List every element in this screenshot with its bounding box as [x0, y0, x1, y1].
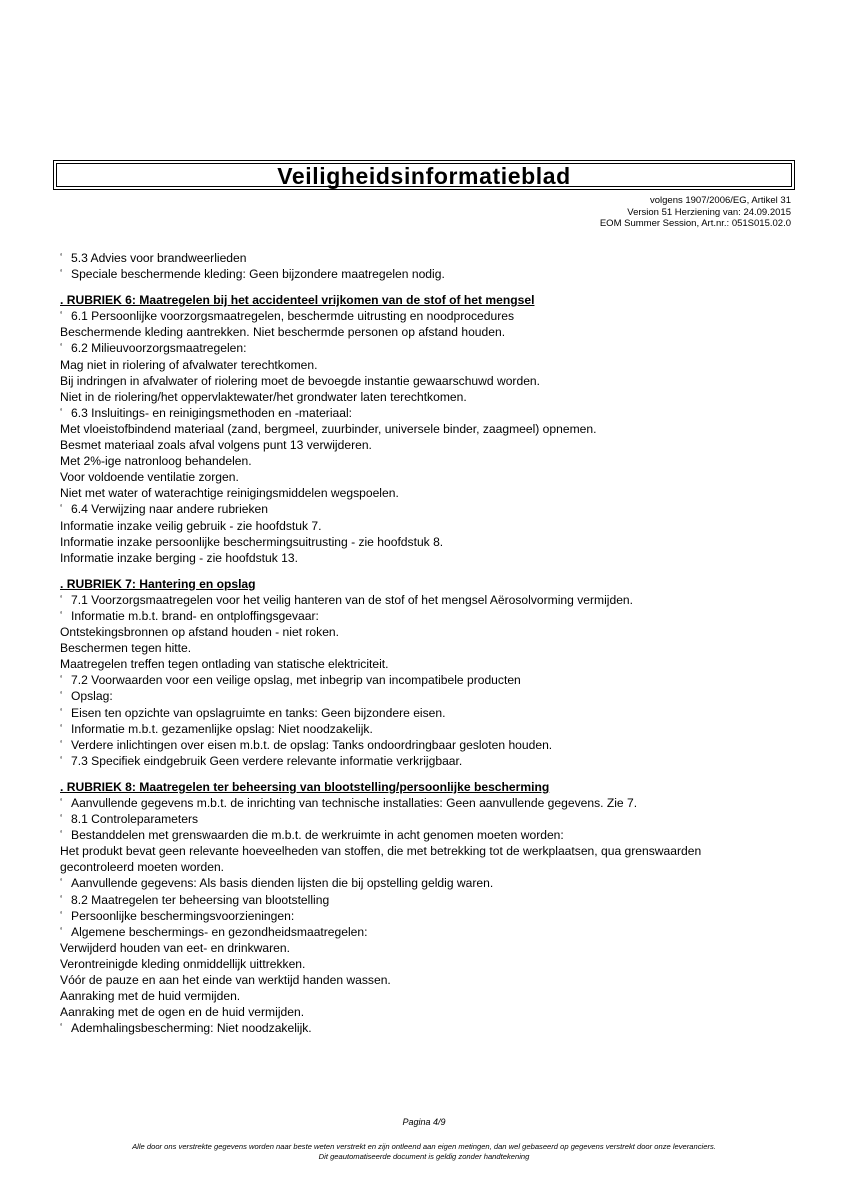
text-line	[60, 469, 800, 485]
text-line	[60, 940, 800, 956]
text-line	[60, 656, 800, 672]
regulation-reference: volgens 1907/2006/EG, Artikel 31	[649, 195, 791, 206]
bullet-tick: ‘	[60, 877, 63, 889]
text-line	[60, 640, 800, 656]
line-text: 8.2 Maatregelen ter beheersing van blootstelling	[71, 892, 330, 907]
text-line	[60, 405, 800, 421]
text-line	[60, 624, 800, 640]
section	[60, 250, 800, 282]
line-text: Ademhalingsbescherming: Niet noodzakelijk.	[71, 1021, 312, 1036]
line-text: Beschermende kleding aantrekken. Niet beschermde personen op afstand houden.	[60, 325, 506, 340]
line-text: Informatie inzake veilig gebruik - zie hoofdstuk 7.	[60, 518, 322, 533]
text-line	[60, 924, 800, 940]
bullet-tick: ‘	[60, 690, 63, 702]
text-line	[60, 875, 800, 891]
line-text: 6.3 Insluitings- en reinigingsmethoden en -materiaal:	[71, 405, 353, 420]
text-line	[60, 266, 800, 282]
section-heading: . RUBRIEK 8: Maatregelen ter beheersing van blootstelling/persoonlijke bescherming	[60, 779, 550, 794]
bullet-tick: ‘	[60, 593, 63, 605]
title-box	[53, 160, 795, 190]
text-line	[60, 534, 800, 550]
text-line	[60, 324, 800, 340]
document-meta	[600, 195, 791, 230]
line-text: Algemene beschermings- en gezondheidsmaatregelen:	[71, 924, 368, 939]
document-body	[60, 250, 800, 1036]
text-line	[60, 688, 800, 704]
line-text: Verwijderd houden van eet- en drinkwaren.	[60, 940, 290, 955]
version-info: Version 51 Herziening van: 24.09.2015	[627, 206, 791, 218]
line-text: Informatie m.b.t. brand- en ontploffingsgevaar:	[71, 608, 319, 623]
bullet-tick: ‘	[60, 893, 63, 905]
text-line	[60, 453, 800, 469]
bullet-tick: ‘	[60, 268, 63, 280]
line-text: 7.2 Voorwaarden voor een veilige opslag, met inbegrip van incompatibele producten	[71, 673, 521, 688]
text-line	[60, 485, 800, 501]
line-text: Vóór de pauze en aan het einde van werktijd handen wassen.	[60, 973, 391, 988]
text-line	[60, 859, 800, 875]
bullet-tick: ‘	[60, 706, 63, 718]
line-text: Het produkt bevat geen relevante hoeveelheden van stoffen, die met betrekking tot de werkplaatsen, qua grenswaarden	[60, 844, 702, 859]
bullet-tick: ‘	[60, 609, 63, 621]
text-line	[60, 373, 800, 389]
bullet-tick: ‘	[60, 1022, 63, 1034]
text-line	[60, 737, 800, 753]
line-text: Informatie m.b.t. gezamenlijke opslag: Niet noodzakelijk.	[71, 721, 373, 736]
text-line	[60, 357, 800, 373]
footer-disclaimer: Alle door ons verstrekte gegevens worden naar beste weten verstrekt en zijn ontleend aan eigen metingen, dan wel gebaseerd op gegevens verstrekt door onze leveranciers.	[132, 1142, 716, 1151]
line-text: Opslag:	[71, 689, 113, 704]
text-line	[60, 1004, 800, 1020]
text-line	[60, 389, 800, 405]
page-number: Pagina 4/9	[402, 1117, 446, 1127]
text-line	[60, 550, 800, 566]
bullet-tick: ‘	[60, 503, 63, 515]
section	[60, 576, 800, 769]
bullet-tick: ‘	[60, 342, 63, 354]
line-text: Aanvullende gegevens m.b.t. de inrichting van technische installaties: Geen aanvullende gegevens. Zie 7.	[71, 796, 638, 810]
text-line	[60, 988, 800, 1004]
line-text: Aanraking met de huid vermijden.	[60, 989, 241, 1004]
bullet-tick: ‘	[60, 252, 63, 263]
text-line	[60, 340, 800, 356]
document-title: Veiligheidsinformatieblad	[277, 163, 571, 189]
text-line	[60, 827, 800, 843]
section-gap	[60, 282, 800, 292]
bullet-tick: ‘	[60, 909, 63, 921]
line-text: Speciale beschermende kleding: Geen bijzondere maatregelen nodig.	[71, 267, 445, 282]
text-line	[60, 592, 800, 608]
text-line	[60, 421, 800, 437]
text-line	[60, 795, 800, 811]
text-line	[60, 972, 800, 988]
line-text: Eisen ten opzichte van opslagruimte en tanks: Geen bijzondere eisen.	[71, 705, 446, 720]
line-text: Ontstekingsbronnen op afstand houden - niet roken.	[60, 625, 340, 640]
line-text: 7.3 Specifiek eindgebruik Geen verdere relevante informatie verkrijgbaar.	[71, 753, 463, 768]
line-text: 6.2 Milieuvoorzorgsmaatregelen:	[71, 341, 247, 356]
text-line	[60, 843, 800, 859]
bullet-tick: ‘	[60, 925, 63, 937]
text-line	[60, 1020, 800, 1036]
text-line	[60, 608, 800, 624]
section-heading: . RUBRIEK 6: Maatregelen bij het accidenteel vrijkomen van de stof of het mengsel	[60, 293, 535, 308]
text-line	[60, 672, 800, 688]
text-line	[60, 892, 800, 908]
line-text: 8.1 Controleparameters	[71, 812, 199, 827]
line-text: Verdere inlichtingen over eisen m.b.t. de opslag: Tanks ondoordringbaar gesloten houden.	[71, 737, 553, 752]
line-text: Voor voldoende ventilatie zorgen.	[60, 470, 239, 485]
line-text: Verontreinigde kleding onmiddellijk uittrekken.	[60, 956, 306, 971]
bullet-tick: ‘	[60, 674, 63, 686]
section	[60, 779, 800, 1037]
line-text: Aanvullende gegevens: Als basis dienden lijsten die bij opstelling geldig waren.	[71, 876, 494, 891]
text-line	[60, 908, 800, 924]
text-line	[60, 753, 800, 769]
line-text: Beschermen tegen hitte.	[60, 641, 192, 656]
line-text: Met vloeistofbindend materiaal (zand, bergmeel, zuurbinder, universele binder, zaagmeel) opnemen.	[60, 421, 597, 436]
line-text: Informatie inzake persoonlijke beschermingsuitrusting - zie hoofdstuk 8.	[60, 534, 444, 549]
line-text: Niet met water of waterachtige reinigingsmiddelen wegspoelen.	[60, 486, 399, 501]
product-info: EOM Summer Session, Art.nr.: 051S015.02.0	[599, 218, 791, 229]
section-heading: . RUBRIEK 7: Hantering en opslag	[60, 576, 256, 591]
text-line	[60, 308, 800, 324]
line-text: 6.4 Verwijzing naar andere rubrieken	[71, 502, 268, 517]
line-text: Bestanddelen met grenswaarden die m.b.t. de werkruimte in acht genomen moeten worden:	[71, 828, 564, 843]
line-text: 5.3 Advies voor brandweerlieden	[71, 251, 247, 265]
line-text: Informatie inzake berging - zie hoofdstuk 13.	[60, 550, 298, 565]
bullet-tick: ‘	[60, 797, 63, 808]
bullet-tick: ‘	[60, 813, 63, 825]
line-text: Mag niet in riolering of afvalwater terechtkomen.	[60, 357, 318, 372]
bullet-tick: ‘	[60, 829, 63, 841]
line-text: Aanraking met de ogen en de huid vermijden.	[60, 1005, 305, 1020]
text-line	[60, 705, 800, 721]
text-line	[60, 437, 800, 453]
bullet-tick: ‘	[60, 310, 63, 322]
line-text: gecontroleerd moeten worden.	[60, 860, 225, 875]
text-line	[60, 956, 800, 972]
page-footer	[60, 1142, 788, 1162]
bullet-tick: ‘	[60, 406, 63, 418]
text-line	[60, 518, 800, 534]
section-gap	[60, 769, 800, 779]
footer-signature-note: Dit geautomatiseerde document is geldig zonder handtekening	[318, 1151, 530, 1161]
section-gap	[60, 566, 800, 576]
line-text: 6.1 Persoonlijke voorzorgsmaatregelen, beschermde uitrusting en noodprocedures	[71, 309, 515, 324]
line-text: Met 2%-ige natronloog behandelen.	[60, 454, 252, 469]
line-text: Bij indringen in afvalwater of riolering moet de bevoegde instantie gewaarschuwd worden.	[60, 373, 541, 388]
bullet-tick: ‘	[60, 738, 63, 750]
bullet-tick: ‘	[60, 722, 63, 734]
text-line	[60, 721, 800, 737]
line-text: Persoonlijke beschermingsvoorzieningen:	[71, 908, 295, 923]
text-line	[60, 811, 800, 827]
bullet-tick: ‘	[60, 754, 63, 766]
line-text: Maatregelen treffen tegen ontlading van statische elektriciteit.	[60, 657, 389, 672]
line-text: 7.1 Voorzorgsmaatregelen voor het veilig hanteren van de stof of het mengsel Aërosolvorming vermijden.	[71, 592, 634, 607]
text-line	[60, 501, 800, 517]
line-text: Niet in de riolering/het oppervlaktewater/het grondwater laten terechtkomen.	[60, 389, 467, 404]
text-line	[60, 250, 800, 266]
line-text: Besmet materiaal zoals afval volgens punt 13 verwijderen.	[60, 438, 372, 453]
section	[60, 292, 800, 566]
